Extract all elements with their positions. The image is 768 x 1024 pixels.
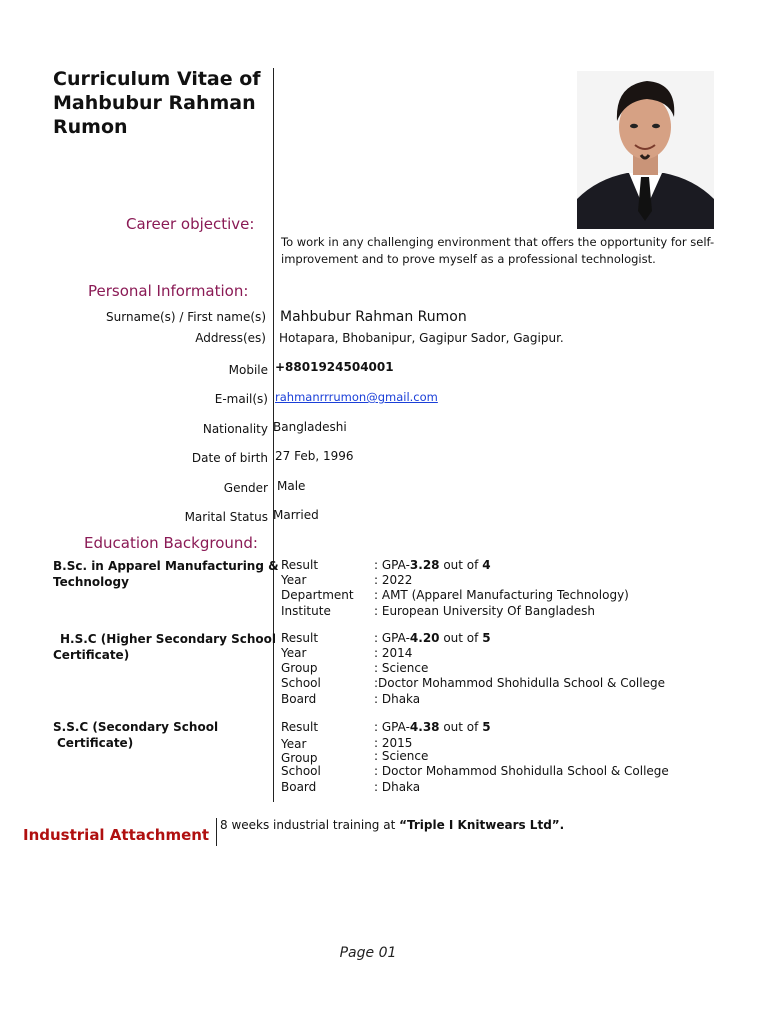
result-key: Result: [281, 558, 319, 572]
date-of-birth-label: Date of birth: [191, 451, 268, 465]
surname-value: Mahbubur Rahman Rumon: [280, 309, 467, 325]
education-entry-title-line: Certificate): [57, 736, 134, 750]
education-entry-title-line: Technology: [53, 575, 129, 589]
year-key: Year: [281, 737, 307, 751]
mobile-label: Mobile: [228, 363, 268, 377]
result-key: Result: [281, 720, 319, 734]
department-value: : AMT (Apparel Manufacturing Technology): [374, 588, 629, 602]
group-key: Group: [281, 661, 318, 675]
school-value: : Doctor Mohammod Shohidulla School & College: [374, 764, 669, 778]
marital-status-label: Marital Status: [184, 510, 268, 524]
gender-value: Male: [277, 479, 306, 493]
email-label: E-mail(s): [214, 392, 268, 406]
surname-label: Surname(s) / First name(s): [106, 310, 266, 324]
group-value: : Science: [374, 661, 429, 675]
year-key: Year: [281, 646, 307, 660]
marital-status-value: Married: [273, 508, 319, 522]
person-portrait-icon: [577, 71, 714, 229]
personal-information-heading: Personal Information:: [88, 282, 249, 300]
address-label: Address(es): [195, 331, 266, 345]
board-key: Board: [281, 692, 317, 706]
cv-title-line-3: Rumon: [53, 116, 128, 138]
year-value: : 2014: [374, 646, 413, 660]
year-value: : 2015: [374, 736, 413, 750]
nationality-value: Bangladeshi: [273, 420, 347, 434]
education-entry-bsc-details: [0, 558, 768, 620]
result-value: : GPA-3.28 out of 4: [374, 558, 491, 572]
gender-label: Gender: [223, 481, 268, 495]
industrial-divider: [216, 818, 217, 846]
industrial-attachment-text: 8 weeks industrial training at “Triple I Knitwears Ltd”.: [220, 818, 565, 832]
board-value: : Dhaka: [374, 780, 421, 794]
group-key: Group: [281, 751, 318, 765]
industrial-attachment-heading: Industrial Attachment: [23, 826, 210, 844]
education-entry-hsc-details: [0, 631, 768, 709]
result-key: Result: [281, 631, 319, 645]
board-key: Board: [281, 780, 317, 794]
board-value: : Dhaka: [374, 692, 421, 706]
school-key: School: [281, 676, 321, 690]
institute-key: Institute: [281, 604, 331, 618]
education-entry-title-line: B.Sc. in Apparel Manufacturing &: [53, 559, 279, 573]
mobile-value: +8801924504001: [275, 360, 394, 374]
department-key: Department: [281, 588, 354, 602]
group-value: : Science: [374, 749, 429, 763]
education-entry-title-line: S.S.C (Secondary School: [53, 720, 219, 734]
date-of-birth-value: 27 Feb, 1996: [275, 449, 354, 463]
result-value: : GPA-4.38 out of 5: [374, 720, 491, 734]
career-objective-heading: Career objective:: [126, 215, 255, 233]
result-value: : GPA-4.20 out of 5: [374, 631, 491, 645]
year-key: Year: [281, 573, 307, 587]
school-value: :Doctor Mohammod Shohidulla School & College: [374, 676, 665, 690]
page-number: Page 01: [339, 945, 397, 961]
career-objective-text: To work in any challenging environment that offers the opportunity for self-improvement and to prove myself as a professional technologist.: [281, 235, 715, 266]
email-link[interactable]: rahmanrrrumon@gmail.com: [275, 390, 438, 404]
education-entry-title-line: H.S.C (Higher Secondary School: [60, 632, 276, 646]
profile-photo: [577, 71, 714, 229]
cv-title-line-2: Mahbubur Rahman: [53, 92, 256, 114]
school-key: School: [281, 764, 321, 778]
nationality-label: Nationality: [202, 422, 268, 436]
cv-title-line-1: Curriculum Vitae of: [53, 68, 261, 90]
cv-title: [53, 67, 268, 139]
address-value: Hotapara, Bhobanipur, Gagipur Sador, Gagipur.: [279, 331, 564, 345]
education-background-heading: Education Background:: [84, 534, 258, 552]
year-value: : 2022: [374, 573, 413, 587]
institute-value: : European University Of Bangladesh: [374, 604, 596, 618]
education-entry-title-line: Certificate): [53, 648, 130, 662]
education-entry-ssc-details: [0, 720, 768, 798]
